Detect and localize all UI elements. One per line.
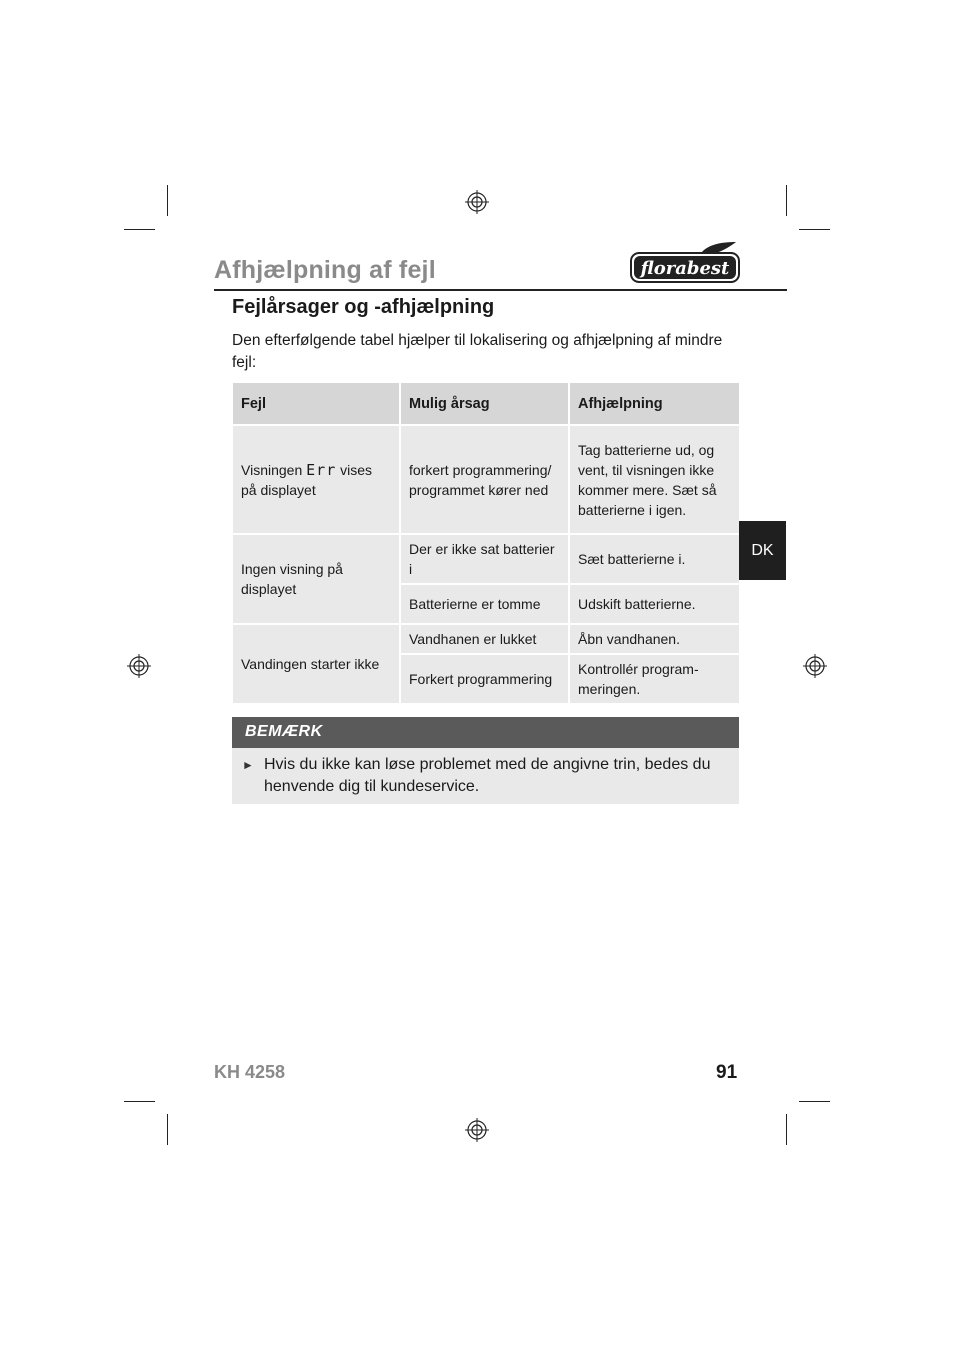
fejl-cell: Visningen Err vises på displayet [233, 426, 401, 535]
crop-mark [167, 185, 168, 216]
note-text: Hvis du ikke kan løse problemet med de angivne trin, bedes du henvende dig til kundeservice. [264, 756, 711, 795]
crop-mark [799, 1101, 830, 1102]
florabest-logo [630, 240, 740, 284]
fejl-cell: Vandingen starter ikke [233, 625, 401, 705]
crop-mark [786, 185, 787, 216]
registration-mark-icon [127, 654, 151, 678]
note-body [232, 748, 739, 804]
troubleshooting-table [233, 383, 739, 705]
fix-cell: Kontrollér program-meringen. [570, 655, 739, 705]
cause-cell: Batterierne er tomme [401, 585, 570, 625]
fejl-cell: Ingen visning på displayet [233, 535, 401, 625]
triangle-right-icon: ► [242, 758, 254, 772]
registration-mark-icon [803, 654, 827, 678]
crop-mark [799, 229, 830, 230]
fix-cell: Sæt batterierne i. [570, 535, 739, 585]
fix-cell: Åbn vandhanen. [570, 625, 739, 655]
note-label: BEMÆRK [245, 723, 323, 740]
table-header-row [233, 383, 739, 426]
err-display-glyph: Err [306, 460, 337, 479]
section-heading: Fejlårsager og -afhjælpning [232, 296, 495, 318]
table-row [233, 426, 739, 535]
crop-mark [124, 1101, 155, 1102]
registration-mark-icon [465, 190, 489, 214]
cause-cell: Der er ikke sat batterier i [401, 535, 570, 585]
fix-cell: Udskift batterierne. [570, 585, 739, 625]
cause-cell: Vandhanen er lukket [401, 625, 570, 655]
page-title: Afhjælpning af fejl [214, 256, 436, 284]
fix-cell: Tag batterierne ud, og vent, til visningen ikke kommer mere. Sæt så batterierne i igen. [570, 426, 739, 535]
title-divider [214, 289, 787, 291]
column-header-afhjaelpning: Afhjælpning [570, 383, 739, 426]
table-row [233, 625, 739, 655]
crop-mark [124, 229, 155, 230]
intro-text: Den efterfølgende tabel hjælper til lokalisering og afhjælpning af mindre fejl: [232, 332, 723, 371]
column-header-fejl: Fejl [233, 383, 401, 426]
column-header-mulig-aarsag: Mulig årsag [401, 383, 570, 426]
language-tab: DK [739, 521, 786, 580]
cause-cell: Forkert programmering [401, 655, 570, 705]
note-header [232, 717, 739, 748]
table-row [233, 535, 739, 585]
svg-text:florabest: florabest [640, 258, 730, 279]
crop-mark [786, 1114, 787, 1145]
registration-mark-icon [465, 1118, 489, 1142]
page-number: 91 [716, 1062, 738, 1083]
cause-cell: forkert programmering/ programmet kører ned [401, 426, 570, 535]
footer-model: KH 4258 [214, 1062, 286, 1082]
crop-mark [167, 1114, 168, 1145]
